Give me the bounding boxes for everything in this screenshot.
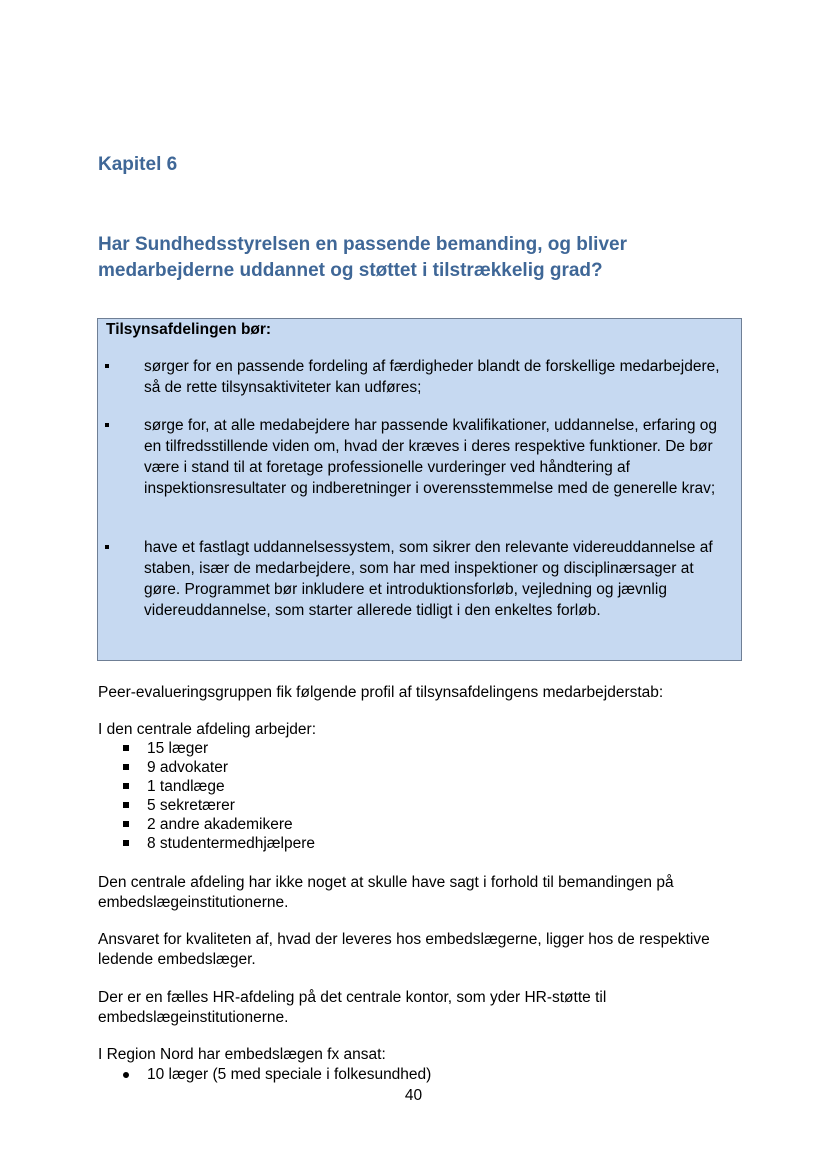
section-heading: Har Sundhedsstyrelsen en passende bemanding, og bliver medarbejderne uddannet og støttet i tilstrækkelig grad? [98,234,627,281]
list-item-text: 8 studentermedhjælpere [147,835,316,852]
requirements-box [97,318,742,661]
region-paragraph: I Region Nord har embedslægen fx ansat: [98,1046,386,1063]
square-bullet-icon [123,783,129,789]
square-bullet-icon [123,821,129,827]
square-bullet-icon [123,802,129,808]
intro-paragraph: Peer-evalueringsgruppen fik følgende profil af tilsynsafdelingens medarbejderstab: [98,684,664,701]
list-item-text: 2 andre akademikere [147,816,293,833]
list-item-text: 5 sekretærer [147,797,235,814]
list-item-text: 1 tandlæge [147,778,225,795]
hr-paragraph: Der er en fælles HR-afdeling på det centrale kontor, som yder HR-støtte til embedslægeinstitutionerne. [98,989,607,1026]
square-bullet-icon [105,364,109,368]
central-staff-intro: I den centrale afdeling arbejder: [98,721,317,738]
square-bullet-icon [105,545,109,549]
page-number: 40 [404,1087,423,1104]
list-item-text: 15 læger [147,740,209,757]
box-title: Tilsynsafdelingen bør: [106,321,272,338]
round-bullet-icon [123,1072,129,1078]
staffing-paragraph: Den centrale afdeling har ikke noget at skulle have sagt i forhold til bemandingen på embedslægeinstitutionerne. [98,874,674,911]
square-bullet-icon [123,745,129,751]
box-list-item-text: sørge for, at alle medabejdere har passende kvalifikationer, uddannelse, erfaring og en tilfredsstillende viden om, hvad der kræves i deres respektive funktioner. De bør være i stand til at foretage professionelle vurderinger ved håndtering af inspektionsresultater og indberetninger i overensstemmelse med de generelle krav; [144,417,717,497]
box-list-item-text: have et fastlagt uddannelsessystem, som sikrer den relevante videreuddannelse af staben, især de medarbejdere, som har med inspektioner og disciplinærsager at gøre. Programmet bør inkludere et introduktionsforløb, vejledning og jævnlig videreuddannelse, som starter allerede tidligt i den enkeltes forløb. [144,539,713,619]
list-item-text: 10 læger (5 med speciale i folkesundhed) [147,1066,432,1083]
square-bullet-icon [123,764,129,770]
chapter-title: Kapitel 6 [98,154,178,175]
list-item-text: 9 advokater [147,759,228,776]
responsibility-paragraph: Ansvaret for kvaliteten af, hvad der leveres hos embedslægerne, ligger hos de respektive ledende embedslæger. [98,931,710,968]
box-list-item-text: sørger for en passende fordeling af færdigheder blandt de forskellige medarbejdere, så de rette tilsynsaktiviteter kan udføres; [144,358,720,396]
square-bullet-icon [105,423,109,427]
square-bullet-icon [123,840,129,846]
